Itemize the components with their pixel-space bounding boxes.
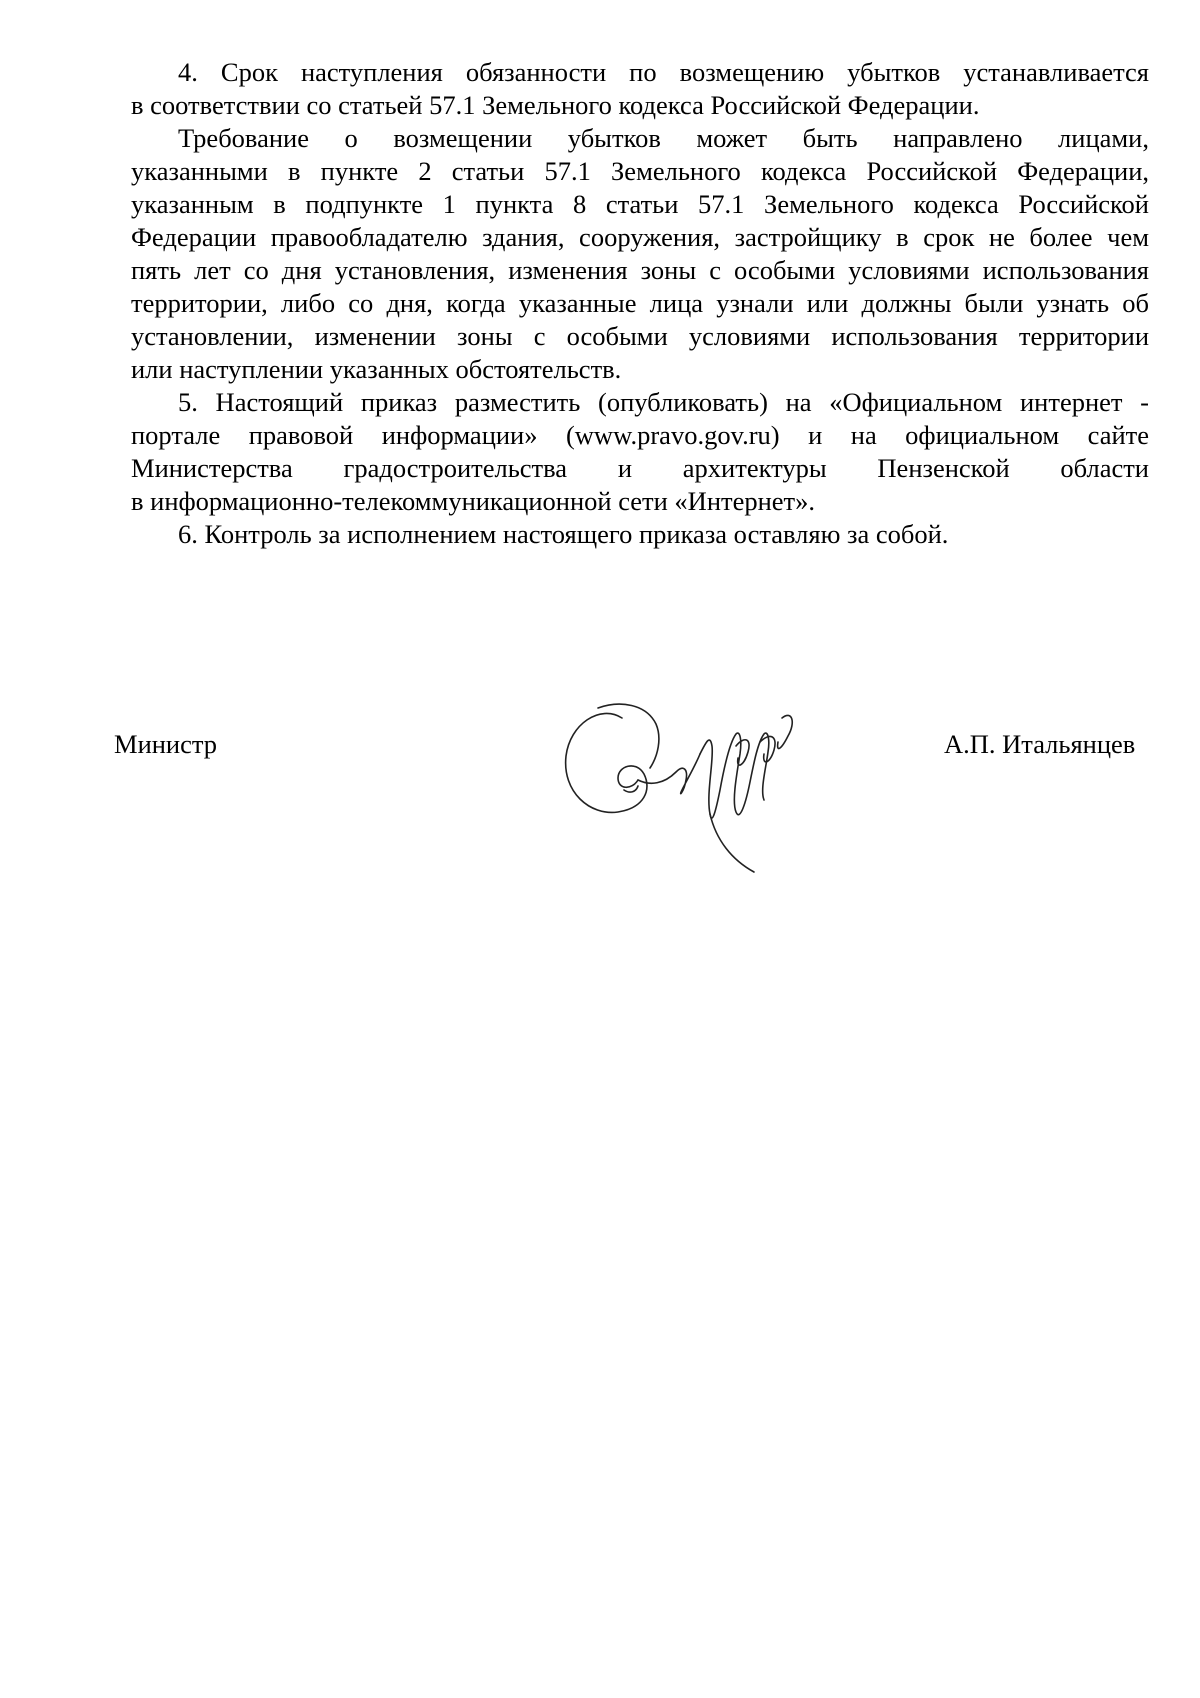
- signatory-name: А.П. Итальянцев: [944, 729, 1136, 759]
- text-line: 4. Срок наступления обязанности по возмещению убытков устанавливается: [178, 57, 1149, 87]
- text-line: территории, либо со дня, когда указанные лица узнали или должны были узнать об: [131, 288, 1149, 318]
- text-line: пять лет со дня установления, изменения зоны с особыми условиями использования: [131, 255, 1149, 285]
- text-line: указанным в подпункте 1 пункта 8 статьи 57.1 Земельного кодекса Российской: [131, 189, 1149, 219]
- text-line: в информационно-телекоммуникационной сети «Интернет».: [131, 486, 815, 516]
- text-line: указанными в пункте 2 статьи 57.1 Земельного кодекса Российской Федерации,: [131, 156, 1149, 186]
- handwritten-signature-icon: [560, 694, 820, 874]
- text-line: установлении, изменении зоны с особыми условиями использования территории: [131, 321, 1149, 351]
- text-line: или наступлении указанных обстоятельств.: [131, 354, 622, 384]
- text-line: портале правовой информации» (www.pravo.gov.ru) и на официальном сайте: [131, 420, 1149, 450]
- text-line: в соответствии со статьей 57.1 Земельного кодекса Российской Федерации.: [131, 90, 980, 120]
- signatory-title: Министр: [114, 729, 218, 759]
- text-line: Министерства градостроительства и архитектуры Пензенской области: [131, 453, 1149, 483]
- text-line: Федерации правообладателю здания, сооружения, застройщику в срок не более чем: [131, 222, 1149, 252]
- text-line: Требование о возмещении убытков может быть направлено лицами,: [178, 123, 1149, 153]
- text-line: 6. Контроль за исполнением настоящего приказа оставляю за собой.: [178, 519, 949, 549]
- text-line: 5. Настоящий приказ разместить (опубликовать) на «Официальном интернет -: [178, 387, 1149, 417]
